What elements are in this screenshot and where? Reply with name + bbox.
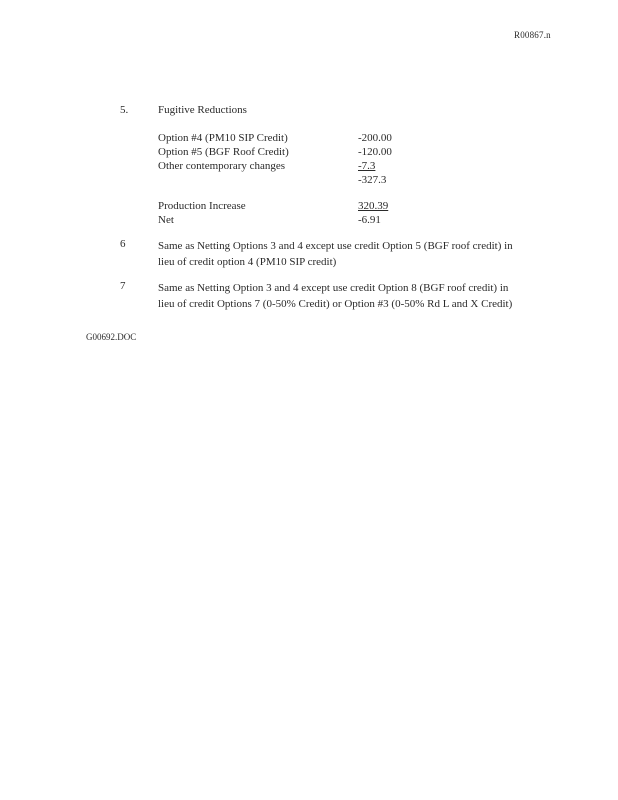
row-value-other-changes: -7.3 — [358, 160, 376, 172]
row-value-option-4: -200.00 — [358, 132, 392, 144]
item-7-line-2: lieu of credit Options 7 (0-50% Credit) or Option #3 (0-50% Rd L and X Credit) — [158, 298, 513, 310]
row-value-option-5: -120.00 — [358, 146, 392, 158]
item-6-line-1: Same as Netting Options 3 and 4 except use credit Option 5 (BGF roof credit) in — [158, 240, 513, 252]
row-label-production-increase: Production Increase — [158, 200, 246, 212]
row-label-option-4: Option #4 (PM10 SIP Credit) — [158, 132, 288, 144]
document-filename: G00692.DOC — [86, 332, 137, 342]
row-label-option-5: Option #5 (BGF Roof Credit) — [158, 146, 289, 158]
row-label-other-changes: Other contemporary changes — [158, 160, 286, 172]
row-value-production-increase: 320.39 — [358, 200, 389, 212]
item-number-5: 5. — [120, 104, 129, 116]
row-label-net: Net — [158, 214, 174, 226]
item-6-line-2: lieu of credit option 4 (PM10 SIP credit) — [158, 256, 337, 268]
item-heading-fugitive-reductions: Fugitive Reductions — [158, 104, 247, 116]
page-code: R00867.n — [514, 30, 551, 40]
row-value-net: -6.91 — [358, 214, 381, 226]
item-7-line-1: Same as Netting Option 3 and 4 except use credit Option 8 (BGF roof credit) in — [158, 282, 509, 294]
item-number-7: 7 — [120, 280, 126, 292]
row-value-subtotal: -327.3 — [358, 174, 387, 186]
item-number-6: 6 — [120, 238, 126, 250]
